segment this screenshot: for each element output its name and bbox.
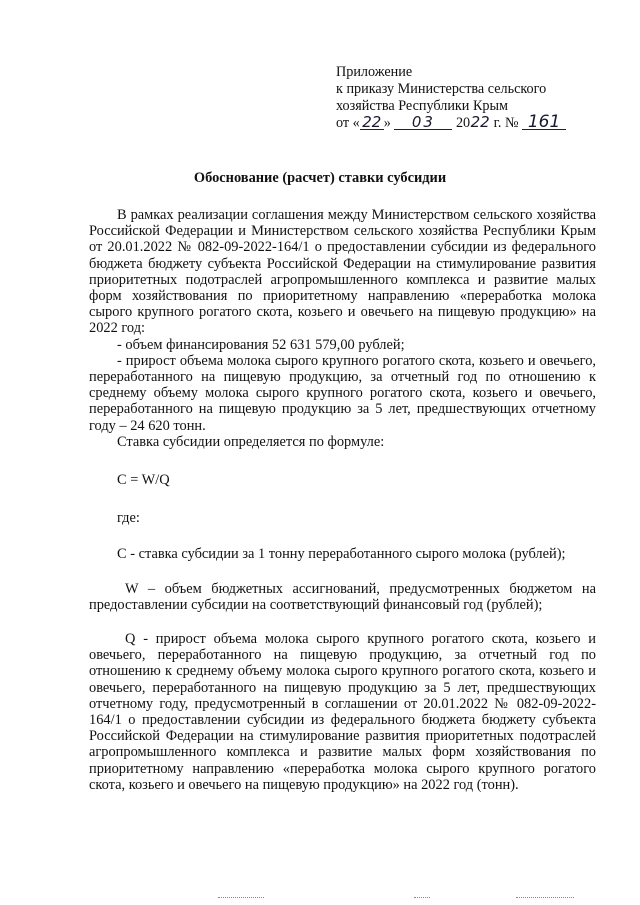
spacer <box>89 563 596 581</box>
scan-mark <box>414 897 430 899</box>
scan-mark <box>218 897 264 899</box>
spacer <box>89 488 596 510</box>
financing-bullet: - объем финансирования 52 631 579,00 рублей; <box>117 336 405 353</box>
spacer <box>89 450 596 472</box>
scan-artifacts <box>0 897 640 901</box>
intro-paragraph: В рамках реализации соглашения между Министерством сельского хозяйства Российской Федерации и Министерством сельского хозяйства Республики Крым от 20.01.2022 № 082-09-2022-164/1 о предоставлении субсидии из федерального бюджета бюджету субъекта Российской Федерации на стимулирование развития приоритетных подотраслей агропромышленного комплекса и развитие малых форм хозяйствования по приоритетному направлению «переработка молока сырого крупного рогатого скота, козьего и овечьего на пищевую продукцию» на 2022 год: <box>89 207 596 337</box>
document-title: Обоснование (расчет) ставки субсидии <box>193 170 447 186</box>
milk-growth-bullet: - прирост объема молока сырого крупного рогатого скота, козьего и овечьего, переработанного на пищевую продукцию, за отчетный год по отношению к среднему объему молока сырого крупного рогатого скота, козьего и овечьего, переработанного на пищевую продукцию за 5 лет, предшествующих отчетному году – 24 620 тонн. <box>89 352 596 434</box>
formula: C = W/Q <box>117 472 170 489</box>
order-reference-line: к приказу Министерства сельского <box>336 81 547 97</box>
spacer <box>89 613 596 631</box>
handwritten-month: 03 <box>394 115 452 130</box>
spacer <box>89 526 596 546</box>
definition-w: W – объем бюджетных ассигнований, предусмотренных бюджетом на предоставлении субсидии на соответствующий финансовый год (рублей); <box>89 580 596 613</box>
date-prefix: от « <box>336 115 360 131</box>
handwritten-order-number: 161 <box>522 115 566 130</box>
document-body <box>89 207 596 793</box>
date-close: » <box>383 115 391 131</box>
year-prefix: 20 <box>455 115 471 131</box>
appendix-label: Приложение <box>336 64 413 80</box>
handwritten-day: 22 <box>360 115 384 130</box>
appendix-header <box>336 64 606 132</box>
formula-intro: Ставка субсидии определяется по формуле: <box>117 433 385 450</box>
scan-mark <box>516 897 574 899</box>
year-unit: г. № <box>490 115 519 131</box>
order-date-line <box>336 112 606 132</box>
ministry-line: хозяйства Республики Крым <box>336 98 509 114</box>
definition-q: Q - прирост объема молока сырого крупного рогатого скота, козьего и овечьего, переработанного на пищевую продукцию, за отчетный год по отношению к среднему объему молока сырого крупного рогатого скота, козьего и овечьего, переработанного на пищевую продукцию за 5 лет, предшествующих отчетному году, предусмотренный в соглашении от 20.01.2022 № 082-09-2022-164/1 о предоставлении субсидии из федерального бюджета бюджету субъекта Российской Федерации на стимулирование развития приоритетных подотраслей агропромышленного комплекса и развитие малых форм хозяйствования по приоритетному направлению «переработка молока сырого крупного рогатого скота, козьего и овечьего на пищевую продукцию» на 2022 год (тонн). <box>89 631 596 793</box>
definition-c: C - ставка субсидии за 1 тонну переработанного сырого молока (рублей); <box>117 546 566 563</box>
handwritten-year: 22 <box>470 113 490 131</box>
where-label: где: <box>117 510 140 527</box>
